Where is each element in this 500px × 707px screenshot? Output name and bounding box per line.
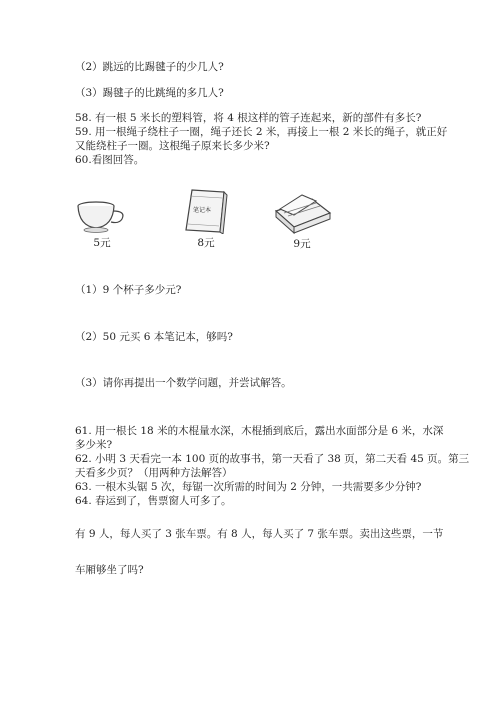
notebook-icon bbox=[182, 188, 230, 234]
sub-question-1: （1）9 个杯子多少元? bbox=[75, 284, 182, 296]
problem-64-question: 车厢够坐了吗? bbox=[75, 564, 144, 576]
notebook-cover-text: 笔记本 bbox=[193, 207, 212, 214]
problem-61-cont: 多少米? bbox=[75, 439, 113, 451]
question-q2: （2）跳远的比踢毽子的少几人? bbox=[75, 61, 224, 73]
sub-question-2: （2）50 元买 6 本笔记本，够吗? bbox=[75, 331, 233, 343]
notebook-price: 8元 bbox=[197, 237, 215, 249]
pencil-box-item bbox=[272, 193, 332, 251]
problem-61: 61. 用一根长 18 米的木棍量水深，木棍插到底后，露出水面部分是 6 米，水深 bbox=[75, 425, 444, 437]
pencil-box-icon bbox=[272, 193, 332, 235]
notebook-item bbox=[176, 188, 236, 249]
cup-price: 5元 bbox=[93, 237, 111, 249]
problem-62-cont: 天看多少页？（用两种方法解答） bbox=[75, 467, 233, 479]
pencil-box-price: 9元 bbox=[293, 238, 311, 250]
problem-59: 59. 用一根绳子绕柱子一圈，绳子还长 2 米，再接上一根 2 米长的绳子，就正好 bbox=[75, 126, 448, 138]
cup-item bbox=[72, 200, 132, 258]
problem-63: 63. 一根木头锯 5 次，每锯一次所需的时间为 2 分钟，一共需要多少分钟? bbox=[75, 481, 422, 493]
problem-60: 60.看图回答。 bbox=[75, 154, 145, 166]
question-q3: （3）踢毽子的比跳绳的多几人? bbox=[75, 87, 224, 99]
problem-58: 58. 有一根 5 米长的塑料管，将 4 根这样的管子连起来，新的部件有多长? bbox=[75, 112, 422, 124]
problem-64-body: 有 9 人，每人买了 3 张车票。有 8 人，每人买了 7 张车票。卖出这些票，一节 bbox=[75, 528, 444, 540]
problem-64: 64. 春运到了，售票窗人可多了。 bbox=[75, 495, 232, 507]
sub-question-3: （3）请你再提出一个数学问题，并尝试解答。 bbox=[75, 377, 292, 389]
cup-icon bbox=[74, 200, 130, 234]
problem-62: 62. 小明 3 天看完一本 100 页的故事书，第一天看了 38 页，第二天看 45 页。第三 bbox=[75, 453, 470, 465]
problem-59-cont: 又能绕柱子一圈。这根绳子原来长多少米? bbox=[75, 140, 270, 152]
